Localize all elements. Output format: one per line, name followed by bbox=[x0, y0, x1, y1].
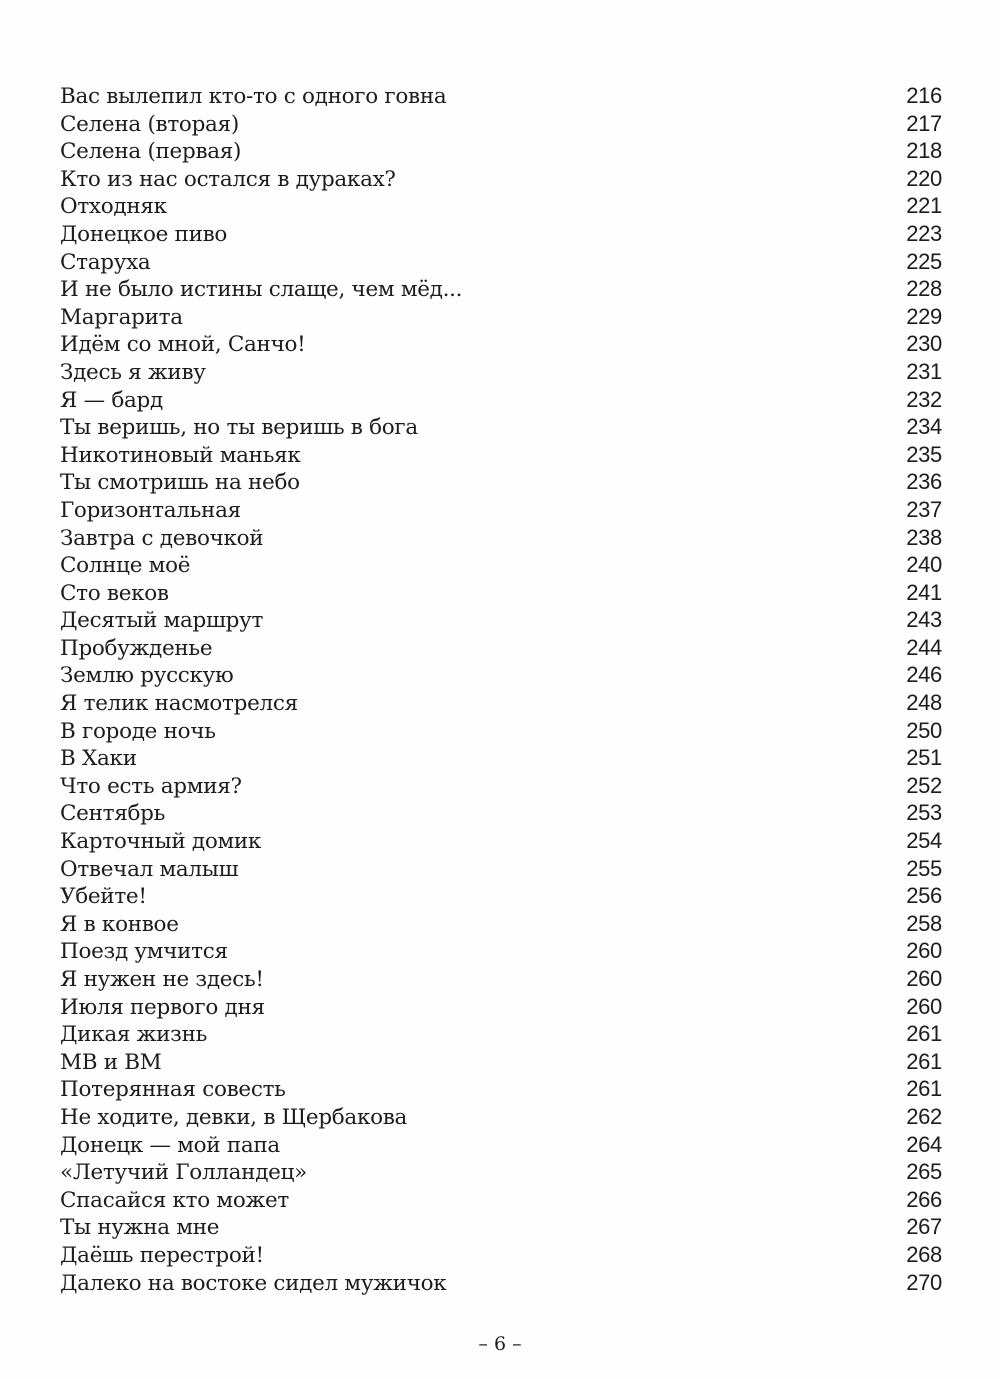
toc-entry bbox=[60, 634, 942, 662]
toc-entry-title: Дикая жизнь bbox=[60, 1022, 208, 1048]
toc-entry bbox=[60, 220, 942, 248]
toc-entry-page: 250 bbox=[906, 717, 942, 743]
toc-entry-title: Землю русскую bbox=[60, 663, 234, 689]
toc-entry bbox=[60, 717, 942, 745]
page-number: – 6 – bbox=[478, 1333, 522, 1355]
toc-entry-title: Я нужен не здесь! bbox=[60, 967, 264, 992]
toc-entry bbox=[60, 1048, 942, 1076]
toc-entry-page: 261 bbox=[906, 1048, 942, 1074]
toc-entry-title: Отвечал малыш bbox=[60, 856, 239, 882]
toc-entry-title: Идём со мной, Санчо! bbox=[60, 332, 306, 358]
toc-entry-page: 252 bbox=[906, 772, 942, 798]
toc-entry-page: 241 bbox=[906, 579, 942, 605]
toc-entry-page: 216 bbox=[906, 83, 942, 108]
toc-entry-page: 228 bbox=[906, 276, 942, 302]
toc-entry-title: Ты смотришь на небо bbox=[60, 470, 300, 496]
toc-entry-title: Я — бард bbox=[60, 387, 163, 413]
toc-entry-title: Селена (первая) bbox=[60, 139, 242, 165]
toc-entry bbox=[60, 165, 942, 193]
toc-entry bbox=[60, 661, 942, 689]
toc-entry-title: Спасайся кто может bbox=[60, 1187, 290, 1213]
toc-entry bbox=[60, 551, 942, 579]
table-of-contents bbox=[60, 82, 942, 1296]
toc-entry-page: 258 bbox=[906, 910, 942, 936]
toc-entry-title: Июля первого дня bbox=[60, 994, 265, 1020]
toc-entry-title: Карточный домик bbox=[60, 829, 262, 855]
toc-entry bbox=[60, 799, 942, 827]
toc-entry-page: 267 bbox=[906, 1214, 942, 1240]
toc-entry-title: Десятый маршрут bbox=[60, 608, 264, 634]
toc-entry-title: Вас вылепил кто-то с одного говна bbox=[60, 84, 447, 109]
toc-entry-title: МВ и ВМ bbox=[60, 1049, 162, 1075]
toc-entry-page: 231 bbox=[906, 358, 942, 384]
toc-entry bbox=[60, 1075, 942, 1103]
toc-entry-page: 243 bbox=[906, 607, 942, 633]
toc-entry-title: Что есть армия? bbox=[60, 773, 242, 799]
toc-entry bbox=[60, 882, 942, 910]
toc-entry bbox=[60, 524, 942, 552]
toc-entry-title: Потерянная совесть bbox=[60, 1077, 286, 1103]
toc-entry bbox=[60, 248, 942, 276]
toc-entry-page: 240 bbox=[906, 552, 942, 578]
toc-entry-page: 261 bbox=[906, 1076, 942, 1102]
toc-entry-title: Поезд умчится bbox=[60, 939, 228, 965]
toc-entry bbox=[60, 827, 942, 855]
toc-entry-title: Солнце моё bbox=[60, 553, 191, 579]
toc-entry-page: 270 bbox=[906, 1269, 942, 1295]
toc-entry bbox=[60, 413, 942, 441]
toc-entry-title: И не было истины слаще, чем мёд... bbox=[60, 277, 463, 303]
toc-entry bbox=[60, 1213, 942, 1241]
toc-entry-page: 255 bbox=[906, 855, 942, 881]
toc-entry-page: 229 bbox=[906, 303, 942, 329]
toc-entry bbox=[60, 910, 942, 938]
toc-entry bbox=[60, 386, 942, 414]
toc-entry-title: Кто из нас остался в дураках? bbox=[60, 166, 396, 192]
toc-entry-page: 268 bbox=[906, 1241, 942, 1267]
toc-entry-title: Сто веков bbox=[60, 580, 169, 606]
toc-entry bbox=[60, 358, 942, 386]
toc-entry bbox=[60, 855, 942, 883]
toc-entry bbox=[60, 441, 942, 469]
toc-entry bbox=[60, 303, 942, 331]
toc-entry-page: 237 bbox=[906, 496, 942, 522]
toc-entry-title: Ты нужна мне bbox=[60, 1215, 220, 1241]
toc-entry bbox=[60, 965, 942, 993]
toc-entry-page: 225 bbox=[906, 248, 942, 274]
toc-entry bbox=[60, 192, 942, 220]
toc-entry-page: 230 bbox=[906, 331, 942, 357]
toc-entry-title: Далеко на востоке сидел мужичок bbox=[60, 1270, 447, 1296]
toc-entry-title: Никотиновый маньяк bbox=[60, 442, 301, 468]
toc-entry-title: «Летучий Голландец» bbox=[60, 1160, 307, 1186]
toc-entry-page: 260 bbox=[906, 938, 942, 964]
toc-entry-title: Отходняк bbox=[60, 194, 167, 220]
toc-entry-title: Я в конвое bbox=[60, 911, 179, 937]
toc-entry-page: 223 bbox=[906, 220, 942, 246]
toc-entry-title: Селена (вторая) bbox=[60, 111, 239, 137]
toc-entry-page: 236 bbox=[906, 469, 942, 495]
toc-entry-page: 264 bbox=[906, 1131, 942, 1157]
toc-entry bbox=[60, 1186, 942, 1214]
toc-entry-page: 220 bbox=[906, 165, 942, 191]
toc-entry-page: 238 bbox=[906, 524, 942, 550]
toc-entry bbox=[60, 110, 942, 138]
toc-entry bbox=[60, 1020, 942, 1048]
toc-entry bbox=[60, 1241, 942, 1269]
toc-entry-title: В городе ночь bbox=[60, 718, 216, 744]
toc-entry bbox=[60, 689, 942, 717]
toc-entry bbox=[60, 772, 942, 800]
toc-entry-title: Маргарита bbox=[60, 304, 183, 330]
toc-entry-title: Убейте! bbox=[60, 884, 147, 910]
toc-entry-page: 234 bbox=[906, 414, 942, 440]
toc-entry bbox=[60, 330, 942, 358]
toc-entry-page: 221 bbox=[906, 193, 942, 219]
toc-entry bbox=[60, 137, 942, 165]
toc-entry bbox=[60, 937, 942, 965]
toc-entry-page: 232 bbox=[906, 386, 942, 412]
toc-entry-title: Сентябрь bbox=[60, 801, 165, 827]
toc-entry-page: 218 bbox=[906, 138, 942, 164]
toc-entry-title: Пробужденье bbox=[60, 635, 213, 661]
toc-entry-page: 251 bbox=[906, 745, 942, 771]
toc-entry bbox=[60, 579, 942, 607]
toc-entry-title: Ты веришь, но ты веришь в бога bbox=[60, 415, 418, 441]
toc-entry bbox=[60, 496, 942, 524]
toc-entry-title: Не ходите, девки, в Щербакова bbox=[60, 1104, 408, 1130]
toc-entry-page: 248 bbox=[906, 690, 942, 716]
toc-entry bbox=[60, 1158, 942, 1186]
toc-entry-page: 262 bbox=[906, 1103, 942, 1129]
toc-entry-page: 256 bbox=[906, 883, 942, 909]
toc-entry-title: Здесь я живу bbox=[60, 359, 206, 385]
toc-entry-page: 217 bbox=[906, 110, 942, 136]
toc-entry-title: Завтра с девочкой bbox=[60, 525, 264, 551]
toc-entry bbox=[60, 1103, 942, 1131]
toc-entry-page: 261 bbox=[906, 1021, 942, 1047]
toc-entry bbox=[60, 993, 942, 1021]
toc-entry-page: 260 bbox=[906, 966, 942, 991]
toc-entry-page: 235 bbox=[906, 441, 942, 467]
toc-entry bbox=[60, 744, 942, 772]
toc-entry-title: Донецк — мой папа bbox=[60, 1132, 280, 1158]
toc-entry-title: В Хаки bbox=[60, 746, 137, 772]
toc-entry-title: Даёшь перестрой! bbox=[60, 1242, 264, 1268]
toc-entry bbox=[60, 82, 942, 110]
toc-entry-page: 253 bbox=[906, 800, 942, 826]
toc-entry-page: 260 bbox=[906, 993, 942, 1019]
toc-entry bbox=[60, 1131, 942, 1159]
toc-entry bbox=[60, 275, 942, 303]
toc-entry bbox=[60, 606, 942, 634]
toc-entry-page: 266 bbox=[906, 1186, 942, 1212]
toc-entry bbox=[60, 468, 942, 496]
toc-entry bbox=[60, 1269, 942, 1297]
toc-entry-page: 244 bbox=[906, 634, 942, 660]
toc-entry-page: 246 bbox=[906, 662, 942, 688]
toc-entry-page: 254 bbox=[906, 828, 942, 854]
toc-entry-page: 265 bbox=[906, 1159, 942, 1185]
toc-entry-title: Донецкое пиво bbox=[60, 221, 228, 247]
toc-entry-title: Старуха bbox=[60, 249, 151, 275]
toc-entry-title: Горизонтальная bbox=[60, 497, 241, 523]
toc-entry-title: Я телик насмотрелся bbox=[60, 691, 298, 717]
